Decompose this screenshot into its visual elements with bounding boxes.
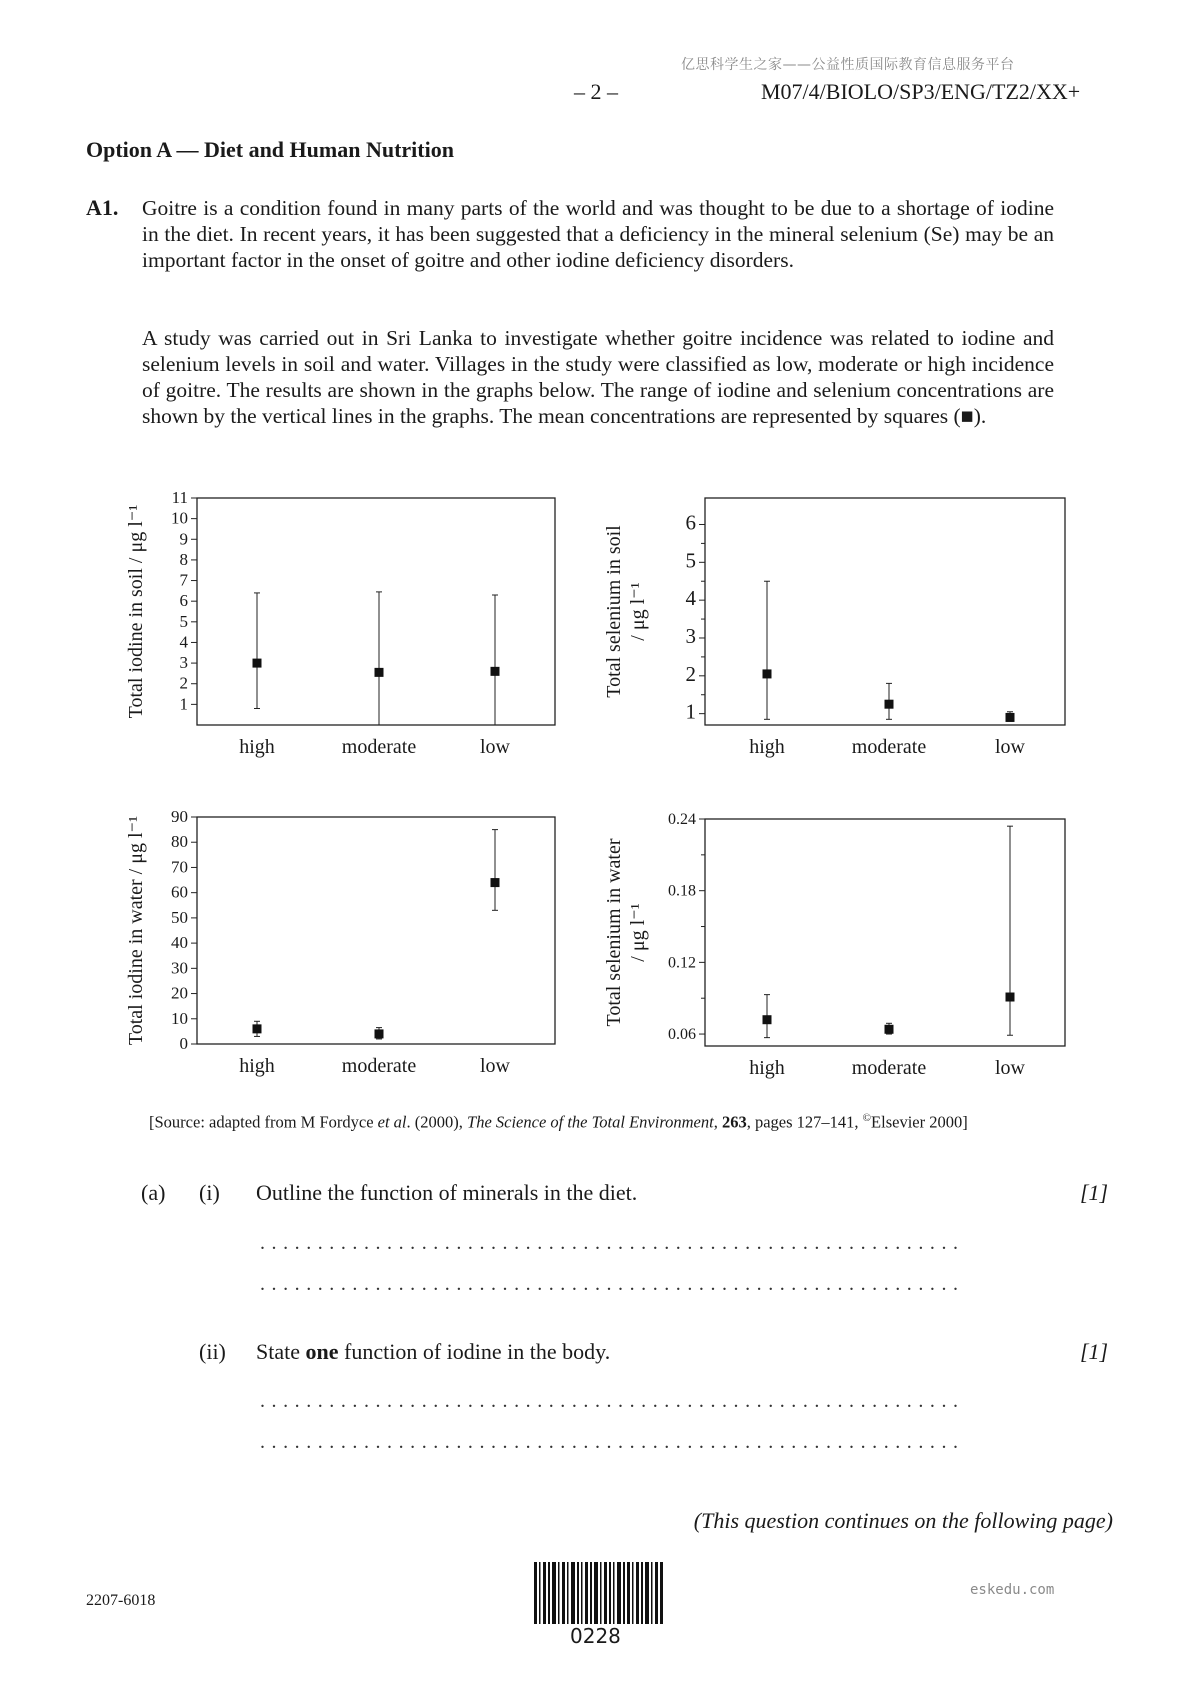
chart-water-selenium <box>603 811 1065 1079</box>
y-axis-label-line2: / μg l⁻¹ <box>627 582 649 641</box>
mean-square-marker <box>491 667 500 676</box>
mean-square-marker <box>1006 993 1015 1002</box>
part-ii-question <box>256 1339 610 1365</box>
source-pages: , pages 127–141, <box>746 1112 863 1132</box>
answer-line-ii-2[interactable]: ............................................................. <box>260 1431 965 1453</box>
y-tick-label: 0.24 <box>668 811 696 828</box>
watermark-text: 亿思科学生之家——公益性质国际教育信息服务平台 <box>681 57 1015 73</box>
question-number: A1. <box>86 195 119 220</box>
mean-square-marker <box>885 1025 894 1034</box>
y-tick-label: 0.18 <box>668 882 696 900</box>
source-citation <box>149 1112 968 1133</box>
question-intro-paragraph: Goitre is a condition found in many parts of the world and was thought to be due to a shortage of iodine in the diet. In recent years, it has been suggested that a deficiency in the mineral selenium (Se) may be an important factor in the onset of goitre and other iodine deficiency disorders. <box>142 196 1054 272</box>
answer-line-i-1[interactable]: ............................................................. <box>260 1232 965 1254</box>
x-category-label: moderate <box>851 736 927 758</box>
y-tick-label: 70 <box>171 857 188 877</box>
x-category-label: high <box>239 1055 275 1077</box>
x-category-label: low <box>480 1055 510 1077</box>
part-a-label: (a) <box>141 1180 166 1205</box>
barcode-icon <box>534 1562 664 1624</box>
source-copyright-symbol: © <box>862 1112 872 1124</box>
barcode-number: 0228 <box>570 1624 621 1648</box>
y-tick-label: 60 <box>171 882 188 902</box>
y-tick-label: 3 <box>685 623 696 648</box>
y-tick-label: 30 <box>171 958 188 978</box>
x-category-label: high <box>239 736 275 758</box>
option-title: Option A — Diet and Human Nutrition <box>86 137 454 162</box>
source-volume: 263 <box>721 1112 747 1132</box>
chart-soil-iodine <box>125 488 555 758</box>
y-tick-label: 8 <box>179 549 188 569</box>
x-category-label: moderate <box>341 1055 417 1077</box>
y-tick-label: 50 <box>171 907 188 927</box>
part-ii-text-bold: one <box>305 1339 339 1364</box>
part-ii-text-a: State <box>256 1339 306 1364</box>
y-tick-label: 0.06 <box>668 1026 696 1044</box>
mean-square-marker <box>253 1024 262 1033</box>
y-tick-label: 10 <box>171 508 188 528</box>
plot-frame <box>705 498 1065 725</box>
x-category-label: moderate <box>851 1057 927 1079</box>
y-axis-label-line2: / μg l⁻¹ <box>627 903 649 962</box>
y-tick-label: 40 <box>171 933 188 953</box>
charts-figure <box>0 480 1191 1080</box>
y-tick-label: 1 <box>179 694 188 714</box>
x-category-label: low <box>995 1057 1025 1079</box>
part-i-question: Outline the function of minerals in the diet. <box>256 1180 638 1205</box>
footer-code: 2207-6018 <box>86 1592 156 1609</box>
mean-square-marker <box>375 668 384 677</box>
chart-water-iodine <box>125 807 555 1077</box>
plot-frame <box>705 819 1065 1046</box>
y-tick-label: 5 <box>685 548 696 573</box>
mean-square-marker <box>253 659 262 668</box>
y-tick-label: 20 <box>171 983 188 1003</box>
answer-line-ii-1[interactable]: ............................................................. <box>260 1390 965 1412</box>
mean-square-marker <box>763 1015 772 1024</box>
continues-note: (This question continues on the following page) <box>693 1508 1113 1533</box>
source-publisher: Elsevier 2000] <box>871 1112 968 1132</box>
y-tick-label: 9 <box>179 529 188 549</box>
y-tick-label: 11 <box>171 488 188 507</box>
y-tick-label: 4 <box>179 632 188 652</box>
x-category-label: high <box>749 736 785 758</box>
y-tick-label: 2 <box>179 673 188 693</box>
part-ii-label: (ii) <box>199 1339 226 1364</box>
y-axis-label-line1: Total selenium in water <box>603 838 625 1027</box>
y-tick-label: 80 <box>171 832 188 852</box>
y-tick-label: 1 <box>685 699 696 724</box>
y-axis-label-line1: Total selenium in soil <box>603 525 625 698</box>
source-year: . (2000), <box>406 1112 468 1132</box>
y-tick-label: 5 <box>179 611 188 631</box>
answer-line-i-2[interactable]: ............................................................. <box>260 1273 965 1295</box>
y-tick-label: 2 <box>685 661 696 686</box>
chart-soil-selenium <box>603 498 1065 758</box>
source-journal: The Science of the Total Environment <box>467 1112 714 1132</box>
part-ii-marks: [1] <box>1080 1339 1109 1364</box>
y-tick-label: 0.12 <box>668 954 696 972</box>
part-ii-text-b: function of iodine in the body. <box>338 1339 611 1364</box>
y-tick-label: 90 <box>171 807 188 826</box>
mean-square-marker <box>885 700 894 709</box>
y-axis-label: Total iodine in water / μg l⁻¹ <box>125 815 147 1046</box>
page-number: – 2 – <box>574 79 618 104</box>
mean-square-marker <box>375 1029 384 1038</box>
site-watermark: eskedu.com <box>970 1582 1055 1598</box>
source-sep: , <box>713 1112 722 1132</box>
paper-code: M07/4/BIOLO/SP3/ENG/TZ2/XX+ <box>761 79 1081 104</box>
y-tick-label: 6 <box>179 591 188 611</box>
mean-square-marker <box>1006 713 1015 722</box>
y-axis-label: Total iodine in soil / μg l⁻¹ <box>125 504 147 719</box>
plot-frame <box>197 817 555 1044</box>
x-category-label: high <box>749 1057 785 1079</box>
question-study-paragraph: A study was carried out in Sri Lanka to investigate whether goitre incidence was related to iodine and selenium levels in soil and water. Villages in the study were classified as low, moderate or high incidence of goitre. The results are shown in the graphs below. The range of iodine and selenium concentrations are shown by the vertical lines in the graphs. The mean concentrations are represented by squares (■). <box>142 326 1054 428</box>
y-tick-label: 7 <box>179 570 188 590</box>
y-tick-label: 0 <box>179 1034 188 1053</box>
plot-frame <box>197 498 555 725</box>
part-i-marks: [1] <box>1080 1180 1109 1205</box>
mean-square-marker <box>763 669 772 678</box>
y-tick-label: 10 <box>171 1008 188 1028</box>
source-prefix: [Source: adapted from M Fordyce <box>149 1112 378 1132</box>
mean-square-marker <box>491 878 500 887</box>
x-category-label: moderate <box>341 736 417 758</box>
x-category-label: low <box>995 736 1025 758</box>
y-tick-label: 3 <box>179 653 188 673</box>
source-etal: et al <box>377 1112 407 1132</box>
y-tick-label: 4 <box>685 586 696 611</box>
x-category-label: low <box>480 736 510 758</box>
y-tick-label: 6 <box>685 510 696 535</box>
part-i-label: (i) <box>199 1180 220 1205</box>
